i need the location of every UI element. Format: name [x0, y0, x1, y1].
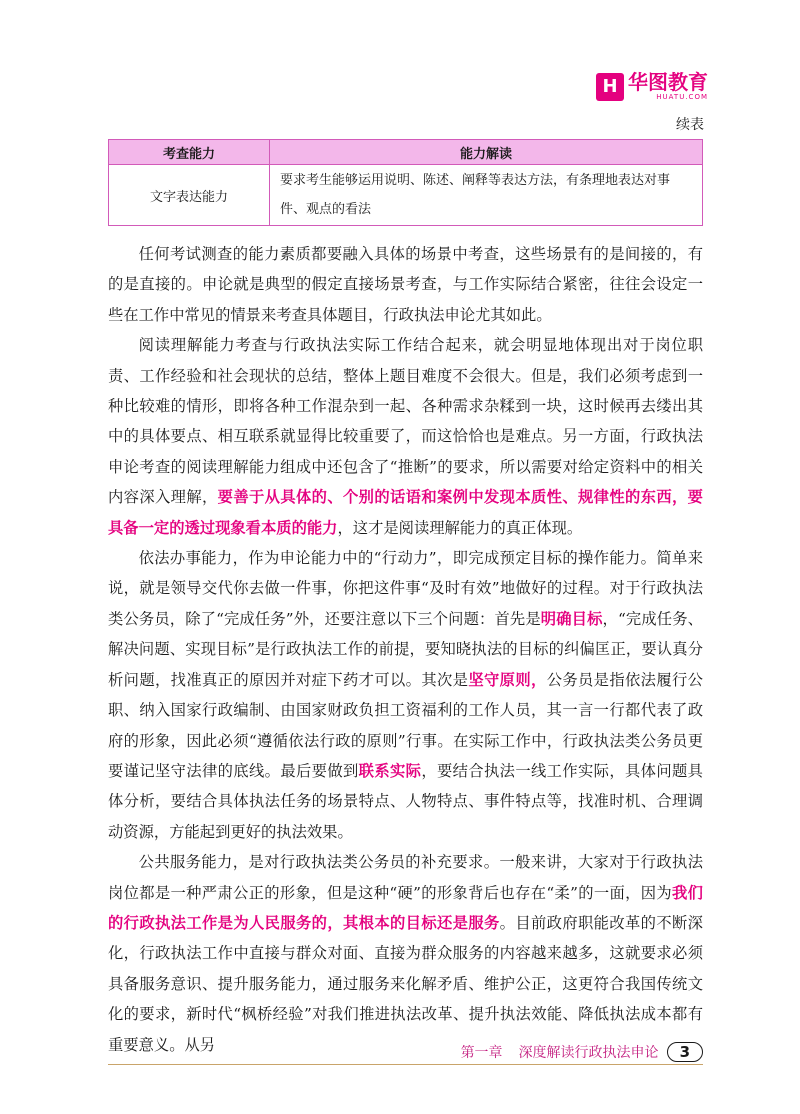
highlighted-text: 坚守原则， — [468, 670, 547, 689]
highlighted-text: 明确目标 — [540, 609, 603, 628]
paragraph-text: ，这才是阅读理解能力的真正体现。 — [337, 518, 583, 537]
logo-text — [628, 72, 708, 101]
highlighted-text: 联系实际 — [358, 761, 422, 780]
brand-domain: HUATU.COM — [656, 93, 708, 101]
body-text — [108, 239, 703, 1060]
page-number: 3 — [667, 1042, 703, 1062]
header-ability: 考查能力 — [109, 140, 270, 165]
highlighted-text: 我们的行政执法工作是为人民服务的，其根本的目标还是服务 — [108, 883, 703, 932]
paragraph-text: 公共服务能力，是对行政执法类公务员的补充要求。一般来讲，大家对于行政执法岗位都是一种严肃公正的形象，但是这种“硬”的形象背后也存在“柔”的一面，因为 — [108, 853, 703, 902]
ability-name-cell: 文字表达能力 — [109, 165, 270, 226]
paragraph-text: 公务员是指依法履行公职、纳入国家行政编制、由国家财政负担工资福利的工作人员，其一言一行都代表了政府的形象，因此必须“遵循依法行政的原则”行事。在实际工作中，行政执法类公务员更要谨记坚守法律的底线。最后要做到 — [108, 670, 703, 780]
paragraph-text: 阅读理解能力考查与行政执法实际工作结合起来，就会明显地体现出对于岗位职责、工作经验和社会现状的总结，整体上题目难度不会很大。但是，我们必须考虑到一种比较难的情形，即将各种工作混杂到一起、各种需求杂糅到一块，这时候再去缕出其中的具体要点、相互联系就显得比较重要了，而这恰恰也是难点。另一方面，行政执法申论考查的阅读理解能力组成中还包含了“推断”的要求，所以需要对给定资料中的相关内容深入理解， — [108, 336, 703, 507]
highlighted-text: 要善于从具体的、个别的话语和案例中发现本质性、规律性的东西，要具备一定的透过现象看本质的能力 — [108, 488, 703, 537]
paragraph — [108, 239, 703, 330]
footer-chapter: 第一章 — [460, 1045, 503, 1061]
paragraph — [108, 330, 703, 543]
ability-desc-cell: 要求考生能够运用说明、陈述、阐释等表达方法，有条理地表达对事件、观点的看法 — [270, 165, 703, 226]
paragraph-text: ，“完成任务、解决问题、实现目标”是行政执法工作的前提，要知晓执法的目标的纠偏匡正，要认真分析问题，找准真正的原因并对症下药才可以。其次是 — [108, 609, 703, 689]
ability-table — [108, 139, 703, 226]
header-interpretation: 能力解读 — [270, 140, 703, 165]
paragraph-text: 任何考试测查的能力素质都要融入具体的场景中考查，这些场景有的是间接的，有的是直接的。申论就是典型的假定直接场景考查，与工作实际结合紧密，往往会设定一些在工作中常见的情景来考查具体题目，行政执法申论尤其如此。 — [108, 245, 703, 324]
footer-title: 深度解读行政执法申论 — [518, 1045, 659, 1061]
page-footer — [108, 1040, 703, 1065]
table-header-row — [109, 140, 703, 165]
paragraph-text: 。目前政府职能改革的不断深化，行政执法工作中直接与群众对面、直接为群众服务的内容越来越多，这就要求必须具备服务意识、提升服务能力，通过服务来化解矛盾、维护公正，这更符合我国传统文化的要求，新时代“枫桥经验”对我们推进执法改革、提升执法效能、降低执法成本都有重要意义。从另 — [108, 913, 703, 1054]
brand-name: 华图教育 — [628, 70, 708, 94]
paragraph-text: ，要结合执法一线工作实际，具体问题具体分析，要结合具体执法任务的场景特点、人物特点、事件特点等，找准时机、合理调动资源，方能起到更好的执法效果。 — [108, 761, 703, 841]
paragraph — [108, 847, 703, 1060]
table-continued-label: 续表 — [676, 117, 704, 133]
huatu-logo-icon: H — [596, 73, 624, 101]
huatu-logo — [596, 72, 708, 101]
paragraph — [108, 543, 703, 847]
paragraph-text: 依法办事能力，作为申论能力中的“行动力”，即完成预定目标的操作能力。简单来说，就是领导交代你去做一件事，你把这件事“及时有效”地做好的过程。对于行政执法类公务员，除了“完成任务”外，还要注意以下三个问题：首先是 — [108, 549, 703, 628]
table-row — [109, 165, 703, 226]
